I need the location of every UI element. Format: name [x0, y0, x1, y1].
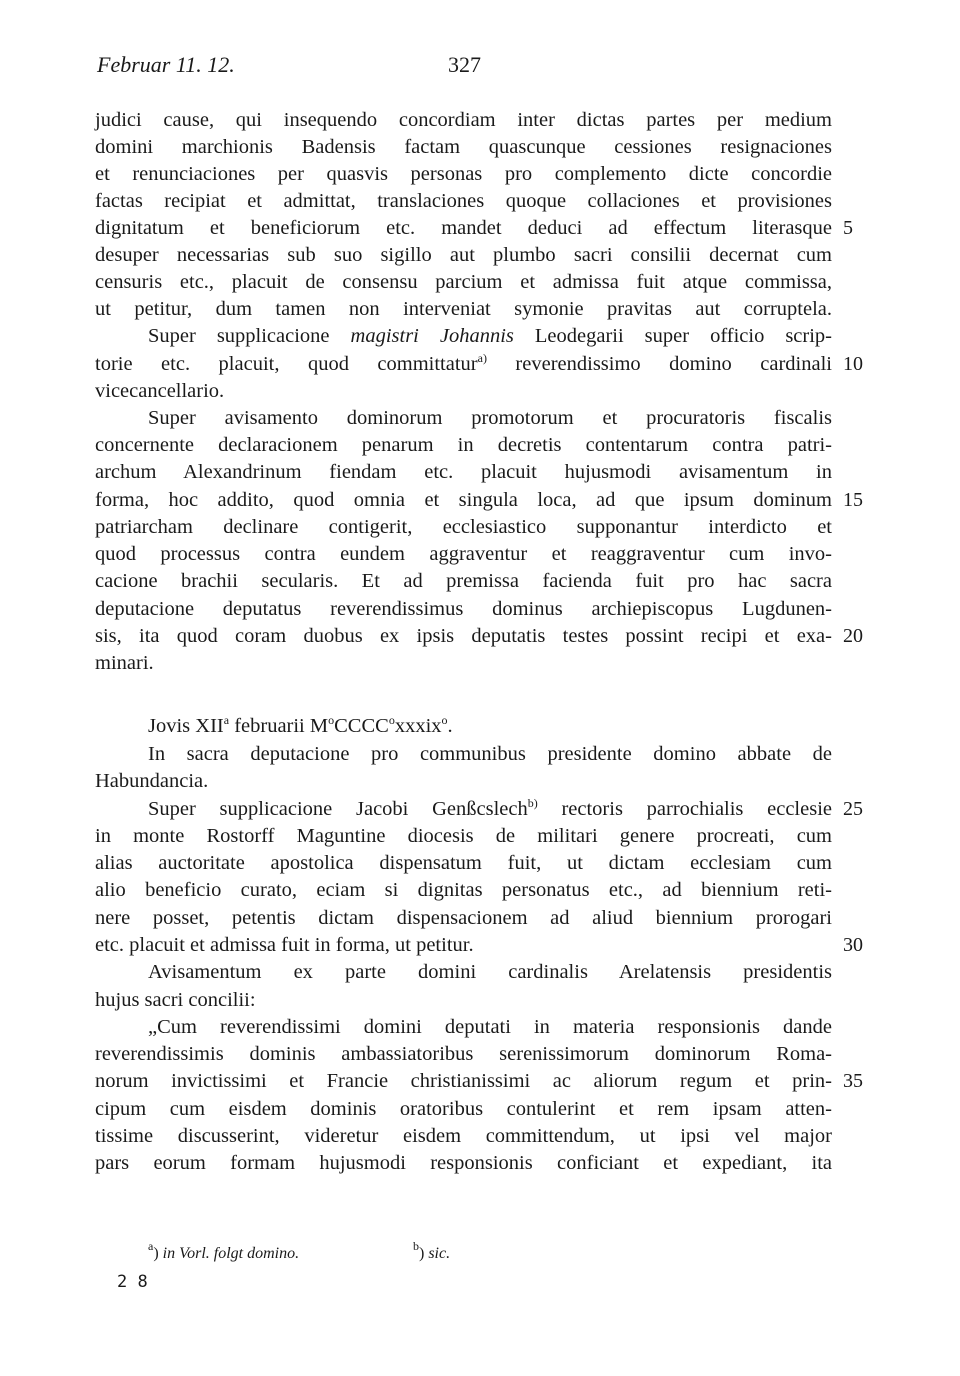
- text-line: [148, 713, 832, 739]
- text-line: sis, ita quod coram duobus ex ipsis deputatis testes possint recipi et exa-: [95, 625, 832, 647]
- footnote-b-mark: b: [413, 1239, 419, 1253]
- text-line: [148, 796, 832, 822]
- text-run: torie etc. placuit, quod committatur: [95, 353, 478, 375]
- text-line: alio beneficio curato, eciam si dignitas personatus etc., ad biennium reti-: [95, 879, 832, 901]
- text-line: cacione brachii secularis. Et ad premissa facienda fuit pro hac sacra: [95, 570, 832, 592]
- header-date: Februar 11. 12.: [97, 52, 235, 77]
- superscript: o: [441, 713, 448, 727]
- line-number: 30: [843, 934, 863, 956]
- text-line: tissime discusserint, videretur eisdem committendum, ut ipsi vel major: [95, 1125, 832, 1147]
- line-number: 10: [843, 353, 863, 375]
- text-line: norum invictissimi et Francie christianissimi ac aliorum regum et prin-: [95, 1070, 832, 1092]
- line-number: 25: [843, 798, 863, 820]
- text-line: archum Alexandrinum fiendam etc. placuit hujusmodi avisamentum in: [95, 461, 832, 483]
- text-line: etc. placuit et admissa fuit in forma, ut petitur.: [95, 934, 474, 956]
- superscript: b): [527, 796, 538, 810]
- text-line: nere posset, petentis dictam dispensacionem ad aliud biennium prorogari: [95, 907, 832, 929]
- footnote-b-paren: ): [419, 1245, 425, 1262]
- text-line: in monte Rostorff Maguntine diocesis de militari genere procreati, cum: [95, 825, 832, 847]
- text-line: [95, 351, 832, 377]
- text-run: Leodegarii super officio scrip-: [513, 325, 833, 347]
- footnote-a-paren: ): [153, 1245, 159, 1262]
- text-run: Super supplicacione: [148, 325, 351, 347]
- superscript: o: [328, 713, 335, 727]
- text-run: xxxix: [394, 715, 442, 737]
- text-line: [148, 323, 832, 349]
- text-line: deputacione deputatus reverendissimus dominus archiepiscopus Lugdunen-: [95, 598, 832, 620]
- text-line: domini marchionis Badensis factam quascunque cessiones resignaciones: [95, 136, 832, 158]
- text-line: forma, hoc addito, quod omnia et singula loca, ad que ipsum dominum: [95, 489, 832, 511]
- text-line: vicecancellario.: [95, 380, 225, 402]
- text-run: Jovis XII: [148, 715, 224, 737]
- superscript: a: [223, 713, 230, 727]
- text-line: cipum cum eisdem dominis oratoribus contulerint et rem ipsam atten-: [95, 1098, 832, 1120]
- page-number: 327: [448, 52, 481, 77]
- text-line: Avisamentum ex parte domini cardinalis Arelatensis presidentis: [148, 961, 832, 983]
- footnote-b-text: sic.: [428, 1245, 451, 1262]
- text-run: februarii M: [229, 715, 329, 737]
- text-run: CCCC: [334, 715, 389, 737]
- text-run: Super supplicacione Jacobi Genßcslech: [148, 798, 528, 820]
- text-line: patriarcham declinare contigerit, ecclesiastico supponantur interdicto et: [95, 516, 832, 538]
- text-line: hujus sacri concilii:: [95, 989, 256, 1011]
- text-line: pars eorum formam hujusmodi responsionis conficiant et expediant, ita: [95, 1152, 832, 1174]
- text-line: et renunciaciones per quasvis personas pro complemento dicte concordie: [95, 163, 832, 185]
- text-line: Habundancia.: [95, 770, 209, 792]
- running-header: [97, 52, 833, 86]
- text-line: dignitatum et beneficiorum etc. mandet deduci ad effectum literasque: [95, 217, 832, 239]
- text-line: minari.: [95, 652, 154, 674]
- text-run: reverendissimo domino cardinali: [486, 353, 832, 375]
- text-run: .: [447, 715, 453, 737]
- text-run: rectoris parrochialis ecclesie: [537, 798, 832, 820]
- text-line: quod processus contra eundem aggraventur et reaggraventur cum invo-: [95, 543, 832, 565]
- text-line: In sacra deputacione pro communibus presidente domino abbate de: [148, 743, 832, 765]
- footnote-a: [148, 1239, 300, 1264]
- text-line: ut petitur, dum tamen non interveniat symonie pravitas aut corruptela.: [95, 298, 832, 320]
- footnote-b: [413, 1239, 451, 1264]
- text-line: concernente declaracionem penarum in decretis contentarum contra patri-: [95, 434, 832, 456]
- superscript: o: [388, 713, 395, 727]
- footnote-a-mark: a: [148, 1239, 154, 1253]
- text-line: reverendissimis dominis ambassiatoribus serenissimorum dominorum Roma-: [95, 1043, 832, 1065]
- signature-mark: 2 8: [117, 1272, 148, 1292]
- line-number: 15: [843, 489, 863, 511]
- superscript: a): [477, 351, 487, 365]
- text-line: desuper necessarias sub suo sigillo aut plumbo sacri consilii decernat cum: [95, 244, 832, 266]
- line-number: 20: [843, 625, 863, 647]
- line-number: 5: [843, 217, 853, 239]
- text-line: judici cause, qui insequendo concordiam inter dictas partes per medium: [95, 109, 832, 131]
- line-number: 35: [843, 1070, 863, 1092]
- text-line: Super avisamento dominorum promotorum et procuratoris fiscalis: [148, 407, 832, 429]
- text-line: censuris etc., placuit de consensu parcium et admissa fuit atque commissa,: [95, 271, 832, 293]
- footnote-a-text: in Vorl. folgt domino.: [162, 1245, 300, 1262]
- text-line: „Cum reverendissimi domini deputati in materia responsionis dande: [148, 1016, 832, 1038]
- text-line: factas recipiat et admittat, translaciones quoque collaciones et provisiones: [95, 190, 832, 212]
- text-line: alias auctoritate apostolica dispensatum fuit, ut dictam ecclesiam cum: [95, 852, 832, 874]
- italic-name: magistri Johannis: [350, 325, 514, 347]
